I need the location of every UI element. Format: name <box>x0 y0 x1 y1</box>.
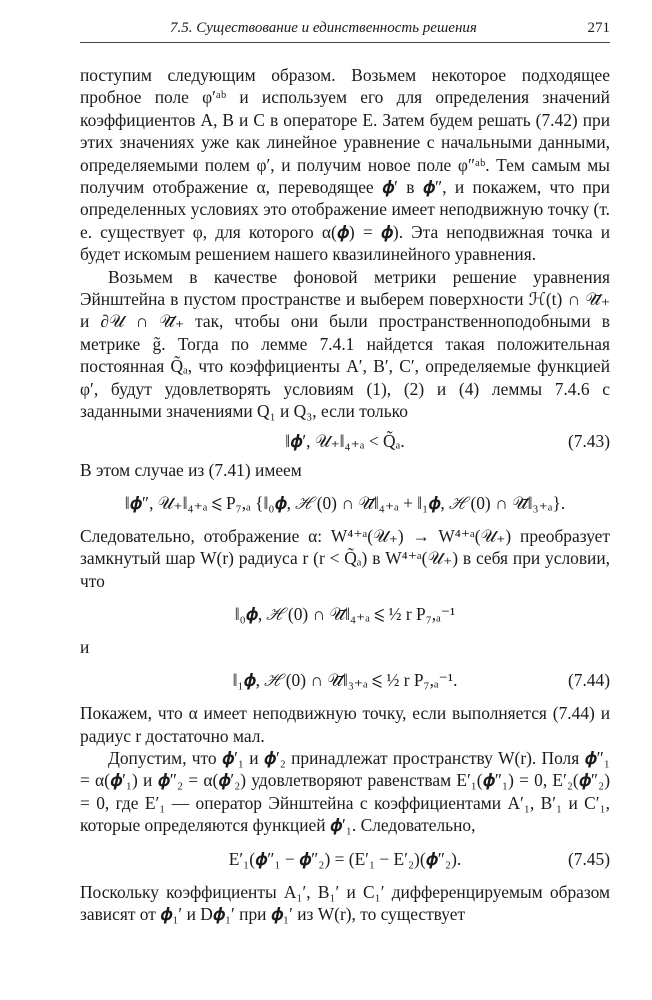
paragraph-fixed-point: Покажем, что α имеет неподвижную точку, если выполняется (7.44) и радиус r достаточно мал. <box>80 703 610 746</box>
equation-7-44 <box>80 658 610 702</box>
paragraph-continuation: поступим следующим образом. Возьмем некоторое подходящее пробное поле φ′ᵃᵇ и используем его для определения значений коэффициентов A, B и C в операторе E. Затем будем решать (7.42) при этих значениях уже как линейное уравнение с начальными данными, определяемыми полем φ′, и получим новое поле φ″ᵃᵇ. Тем самым мы получим отображение α, переводящее 𝝓′ в 𝝓″, и покажем, что при определенных условиях это отображение имеет неподвижную точку (т. е. существует φ, для которого α(𝝓) = 𝝓). Эта неподвижная точка и будет искомым решением нашего квазилинейного уравнения. <box>80 65 610 265</box>
conjunction-and: и <box>80 637 90 658</box>
equation-estimate-body: ‖𝝓″, 𝒰₊‖₄₊ₐ ⩽ P₇,ₐ {‖₀𝝓, ℋ(0) ∩ 𝒰̄‖₄₊ₐ + ‖₁𝝓, ℋ(0) ∩ 𝒰̄‖₃₊ₐ}. <box>124 492 566 513</box>
equation-7-45 <box>80 837 610 881</box>
paragraph-coefficients: Поскольку коэффициенты A₁′, B₁′ и C₁′ дифференцируемым образом зависят от 𝝓₁′ и D𝝓₁′ при 𝝓₁′ из W(r), то существует <box>80 881 610 924</box>
paragraph-background-metric: Возьмем в качестве фоновой метрики решение уравнения Эйнштейна в пустом пространстве и выберем поверхности ℋ(t) ∩ 𝒰̄₊ и ∂𝒰 ∩ 𝒰̄₊ так, чтобы они были пространственноподобными в метрике g̃. Тогда по лемме 7.4.1 найдется такая положительная постоянная Q̃ₐ, что коэффициенты A′, B′, C′, определяемые функцией φ′, будут удовлетворять условиям (1), (2) и (4) леммы 7.4.6 с заданными значениями Q₁ и Q₃, если только <box>80 266 610 422</box>
equation-7-43-body: ‖𝝓′, 𝒰₊‖₄₊ₐ < Q̃ₐ. <box>285 430 405 451</box>
equation-7-44-body: ‖₁𝝓, ℋ(0) ∩ 𝒰̄‖₃₊ₐ ⩽ ½ r P₇,ₐ⁻¹. <box>232 670 458 691</box>
equation-condition-1 <box>80 592 610 636</box>
paragraph-suppose: Допустим, что 𝝓′₁ и 𝝓′₂ принадлежат пространству W(r). Поля 𝝓″₁ = α(𝝓′₁) и 𝝓″₂ = α(𝝓′₂) удовлетворяют равенствам E′₁(𝝓″₁) = 0, E′₂(𝝓″₂) = 0, где E′₁ — оператор Эйнштейна с коэффициентами A′₁, B′₁ и C′₁, которые определяются функцией 𝝓′₁. Следовательно, <box>80 747 610 836</box>
equation-7-45-number: (7.45) <box>567 848 610 869</box>
equation-7-45-body: E′₁(𝝓″₁ − 𝝓″₂) = (E′₁ − E′₂)(𝝓″₂). <box>228 848 462 869</box>
equation-7-43-number: (7.43) <box>567 430 610 451</box>
page-number: 271 <box>587 20 610 36</box>
equation-7-44-number: (7.44) <box>567 670 610 691</box>
running-header <box>80 18 610 43</box>
page-body <box>80 64 610 925</box>
equation-estimate <box>80 481 610 525</box>
paragraph-mapping: Следовательно, отображение α: W⁴⁺ᵃ(𝒰₊) → W⁴⁺ᵃ(𝒰₊) преобразует замкнутый шар W(r) радиуса r (r < Q̃ₐ) в W⁴⁺ᵃ(𝒰₊) в себя при условии, что <box>80 525 610 591</box>
running-title: 7.5. Существование и единственность решения <box>170 20 477 36</box>
equation-7-43 <box>80 423 610 459</box>
paragraph-this-case: В этом случае из (7.41) имеем <box>80 459 302 480</box>
equation-condition-1-body: ‖₀𝝓, ℋ(0) ∩ 𝒰̄‖₄₊ₐ ⩽ ½ r P₇,ₐ⁻¹ <box>234 604 456 625</box>
